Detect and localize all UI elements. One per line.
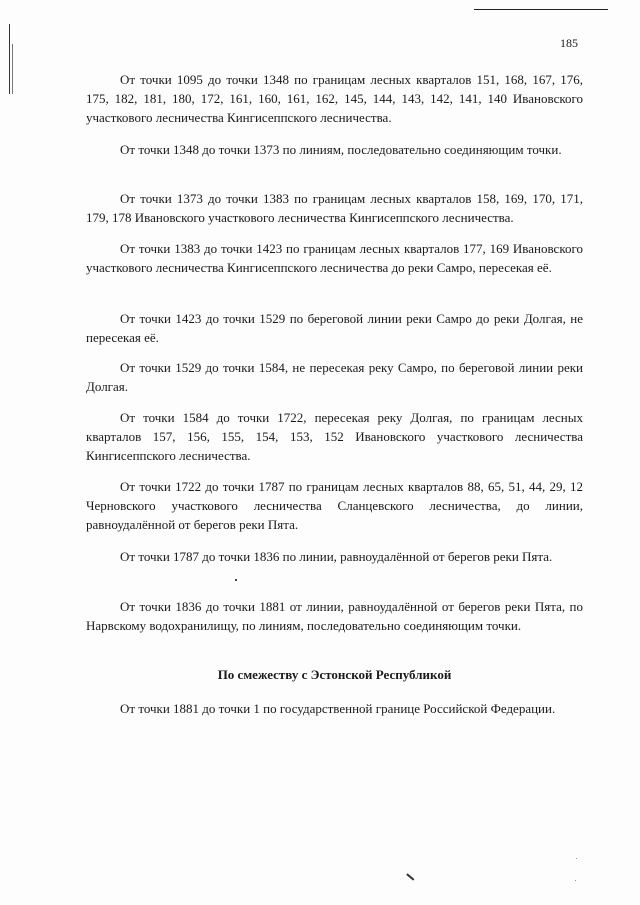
- paragraph-text: От точки 1423 до точки 1529 по береговой линии реки Самро до реки Долгая, не пересекая её.: [86, 311, 583, 345]
- paragraph-text: От точки 1095 до точки 1348 по границам лесных кварталов 151, 168, 167, 176, 175, 182, 181, 180, 172, 161, 160, 161, 162, 145, 144, 143, 142, 141, 140 Ивановского участкового лесничества Кингисеппского лесничества.: [86, 72, 583, 125]
- paragraph-10: [86, 597, 583, 635]
- page-number: 185: [560, 36, 578, 50]
- scan-speck: [235, 579, 237, 581]
- paragraph-1: [86, 70, 583, 127]
- paragraph-5: [86, 309, 583, 347]
- paragraph-text: От точки 1529 до точки 1584, не пересекая реку Самро, по береговой линии реки Долгая.: [86, 360, 583, 394]
- paragraph-9: [86, 547, 583, 566]
- paragraph-text: От точки 1722 до точки 1787 по границам лесных кварталов 88, 65, 51, 44, 29, 12 Черновского участкового лесничества Сланцевского лесничества, до линии, равноудалённой от берегов реки Пята.: [86, 479, 583, 532]
- section-paragraph: [86, 699, 583, 718]
- paragraph-3: [86, 189, 583, 227]
- paragraph-2: [86, 140, 583, 159]
- scan-speck: [575, 880, 576, 881]
- paragraph-8: [86, 477, 583, 534]
- paragraph-text: От точки 1836 до точки 1881 от линии, равноудалённой от берегов реки Пята, по Нарвскому водохранилищу, по линиям, последовательно соединяющим точки.: [86, 599, 583, 633]
- scan-stroke-mark: [407, 873, 415, 880]
- header-rule: [474, 9, 608, 10]
- paragraph-text: От точки 1584 до точки 1722, пересекая реку Долгая, по границам лесных кварталов 157, 156, 155, 154, 153, 152 Ивановского участкового лесничества Кингисеппского лесничества.: [86, 410, 583, 463]
- paragraph-6: [86, 358, 583, 396]
- section-heading: По смежеству с Эстонской Республикой: [217, 667, 452, 682]
- paragraph-text: От точки 1373 до точки 1383 по границам лесных кварталов 158, 169, 170, 171, 179, 178 Ивановского участкового лесничества Кингисеппского лесничества.: [86, 191, 583, 225]
- paragraph-4: [86, 239, 583, 277]
- paragraph-text: От точки 1348 до точки 1373 по линиям, последовательно соединяющим точки.: [120, 142, 562, 157]
- paragraph-text: От точки 1787 до точки 1836 по линии, равноудалённой от берегов реки Пята.: [120, 549, 553, 564]
- scan-speck: [576, 858, 577, 859]
- paragraph-7: [86, 408, 583, 465]
- paragraph-text: От точки 1881 до точки 1 по государственной границе Российской Федерации.: [120, 701, 556, 716]
- margin-mark-left: [9, 24, 10, 94]
- margin-mark-left-inner: [12, 44, 13, 94]
- paragraph-text: От точки 1383 до точки 1423 по границам лесных кварталов 177, 169 Ивановского участкового лесничества Кингисеппского лесничества до реки Самро, пересекая её.: [86, 241, 583, 275]
